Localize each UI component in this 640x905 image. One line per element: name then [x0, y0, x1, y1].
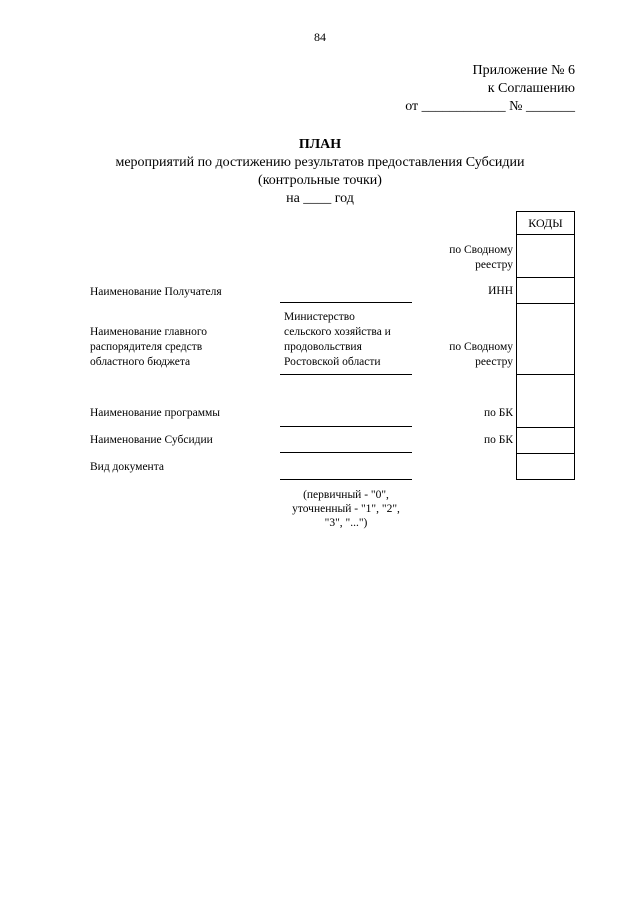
- code-cell-svodny-reestr-1: [517, 235, 575, 278]
- recipient-underline: [280, 302, 412, 303]
- label-bk-1: по БК: [483, 407, 513, 419]
- appendix-line-2: к Соглашению: [487, 81, 575, 96]
- code-cell-bk-1: [517, 375, 575, 428]
- code-cell-doc-type: [517, 454, 575, 480]
- code-cell-inn: [517, 278, 575, 304]
- appendix-line-1: Приложение № 6: [472, 63, 575, 78]
- document-subtitle-control-points: (контрольные точки): [258, 173, 382, 188]
- document-heading: ПЛАН: [298, 137, 342, 152]
- doc-type-underline: [280, 479, 412, 480]
- label-doc-type: Вид документа: [90, 461, 164, 473]
- label-main-distributor: Наименование главного распорядителя средств областного бюджета: [90, 326, 208, 368]
- document-subtitle: мероприятий по достижению результатов предоставления Субсидии: [115, 155, 525, 170]
- appendix-line-3: от ____________ № _______: [405, 99, 575, 114]
- main-distributor-value: Министерство сельского хозяйства и продовольствия Ростовской области: [284, 311, 391, 368]
- codes-table: [516, 211, 575, 480]
- doc-type-note: (первичный - "0", уточненный - "1", "2", "3", "..."): [292, 489, 400, 529]
- code-cell-bk-2: [517, 428, 575, 454]
- program-underline: [280, 426, 412, 427]
- label-recipient: Наименование Получателя: [90, 286, 222, 298]
- page-number: 84: [314, 30, 326, 44]
- label-bk-2: по БК: [483, 434, 513, 446]
- label-svodny-reestr-2: по Сводному реестру: [449, 341, 513, 368]
- subsidy-underline: [280, 452, 412, 453]
- label-inn: ИНН: [488, 285, 513, 297]
- document-year-line: на ____ год: [286, 191, 354, 206]
- code-cell-svodny-reestr-2: [517, 304, 575, 375]
- label-program: Наименование программы: [90, 407, 221, 419]
- label-svodny-reestr-1: по Сводному реестру: [449, 244, 513, 271]
- codes-header: КОДЫ: [517, 212, 575, 235]
- label-subsidy: Наименование Субсидии: [90, 434, 213, 446]
- main-distributor-underline: [280, 374, 412, 375]
